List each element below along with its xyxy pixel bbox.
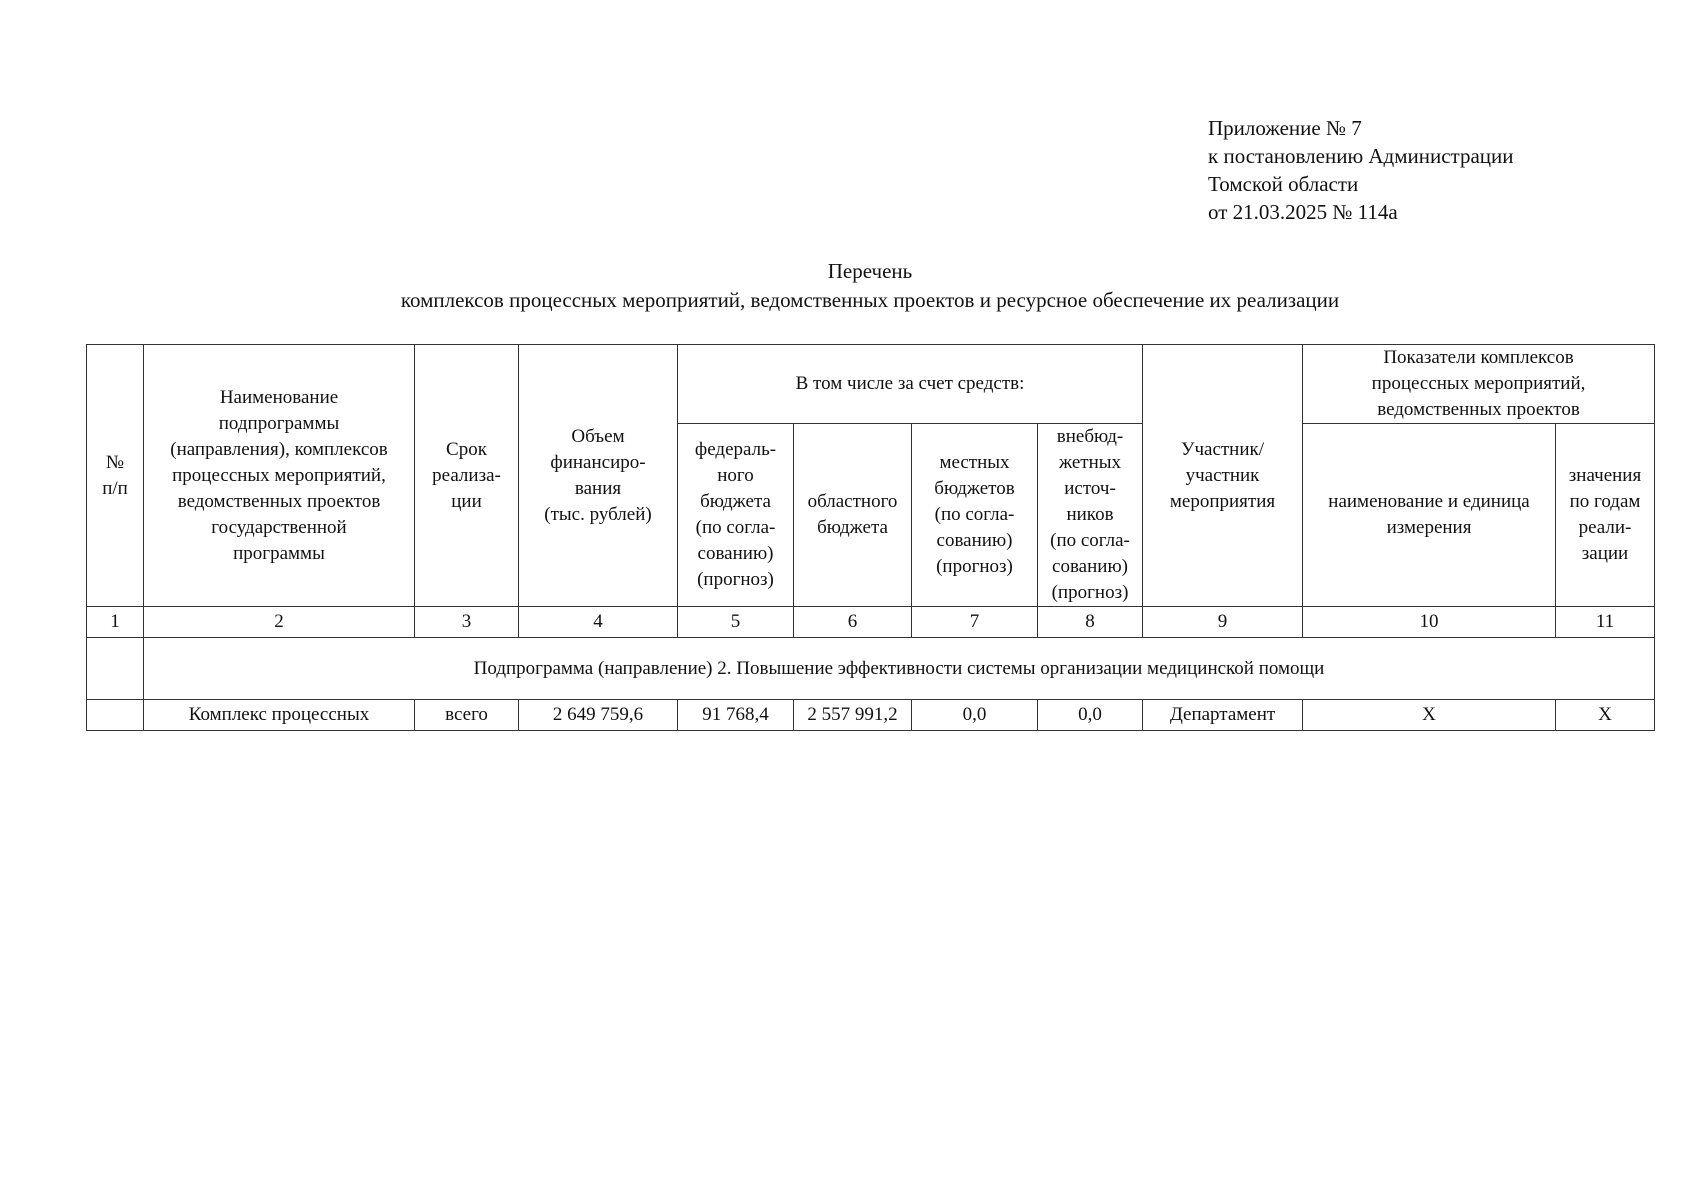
column-number: 9 (1143, 607, 1303, 638)
column-number: 5 (678, 607, 794, 638)
header-name: Наименование подпрограммы (направления), комплексов процессных мероприятий, ведомственных проектов государственной программы (144, 345, 415, 607)
header-extra: внебюд- жетных источ- ников (по согла- сованию) (прогноз) (1038, 424, 1143, 607)
column-number: 1 (87, 607, 144, 638)
column-number-row (87, 607, 1655, 638)
header-local: местных бюджетов (по согла- сованию) (прогноз) (912, 424, 1038, 607)
column-number: 7 (912, 607, 1038, 638)
header-federal: федераль- ного бюджета (по согла- сованию) (прогноз) (678, 424, 794, 607)
header-indicators-group: Показатели комплексов процессных мероприятий, ведомственных проектов (1303, 345, 1655, 424)
subprogram-title: Подпрограмма (направление) 2. Повышение эффективности системы организации медицинской помощи (144, 638, 1655, 700)
column-number: 6 (794, 607, 912, 638)
cell-indicator-name: Х (1303, 700, 1556, 731)
subprogram-num-cell (87, 638, 144, 700)
table-row (87, 700, 1655, 731)
column-number: 2 (144, 607, 415, 638)
header-indicator-values: значения по годам реали- зации (1556, 424, 1655, 607)
appendix-line-4: от 21.03.2025 № 114а (1208, 200, 1398, 224)
column-number: 10 (1303, 607, 1556, 638)
appendix-block (1208, 114, 1514, 226)
cell-name: Комплекс процессных (144, 700, 415, 731)
cell-regional: 2 557 991,2 (794, 700, 912, 731)
cell-term: всего (415, 700, 519, 731)
cell-extra: 0,0 (1038, 700, 1143, 731)
document-subtitle: комплексов процессных мероприятий, ведомственных проектов и ресурсное обеспечение их реализации (400, 288, 1340, 312)
cell-federal: 91 768,4 (678, 700, 794, 731)
header-num: № п/п (87, 345, 144, 607)
column-number: 4 (519, 607, 678, 638)
cell-local: 0,0 (912, 700, 1038, 731)
column-number: 11 (1556, 607, 1655, 638)
column-number: 3 (415, 607, 519, 638)
subprogram-row (87, 638, 1655, 700)
funding-table (86, 344, 1655, 731)
cell-volume: 2 649 759,6 (519, 700, 678, 731)
cell-indicator-values: Х (1556, 700, 1655, 731)
appendix-line-2: к постановлению Администрации (1208, 144, 1514, 168)
header-indicator-name: наименование и единица измерения (1303, 424, 1556, 607)
header-regional: областного бюджета (794, 424, 912, 607)
appendix-line-1: Приложение № 7 (1208, 116, 1362, 140)
cell-num (87, 700, 144, 731)
header-funds-group: В том числе за счет средств: (678, 345, 1143, 424)
document-title: Перечень (827, 259, 913, 283)
header-term: Срок реализа- ции (415, 345, 519, 607)
appendix-line-3: Томской области (1208, 172, 1359, 196)
column-number: 8 (1038, 607, 1143, 638)
header-participant: Участник/ участник мероприятия (1143, 345, 1303, 607)
header-volume: Объем финансиро- вания (тыс. рублей) (519, 345, 678, 607)
cell-participant: Департамент (1143, 700, 1303, 731)
